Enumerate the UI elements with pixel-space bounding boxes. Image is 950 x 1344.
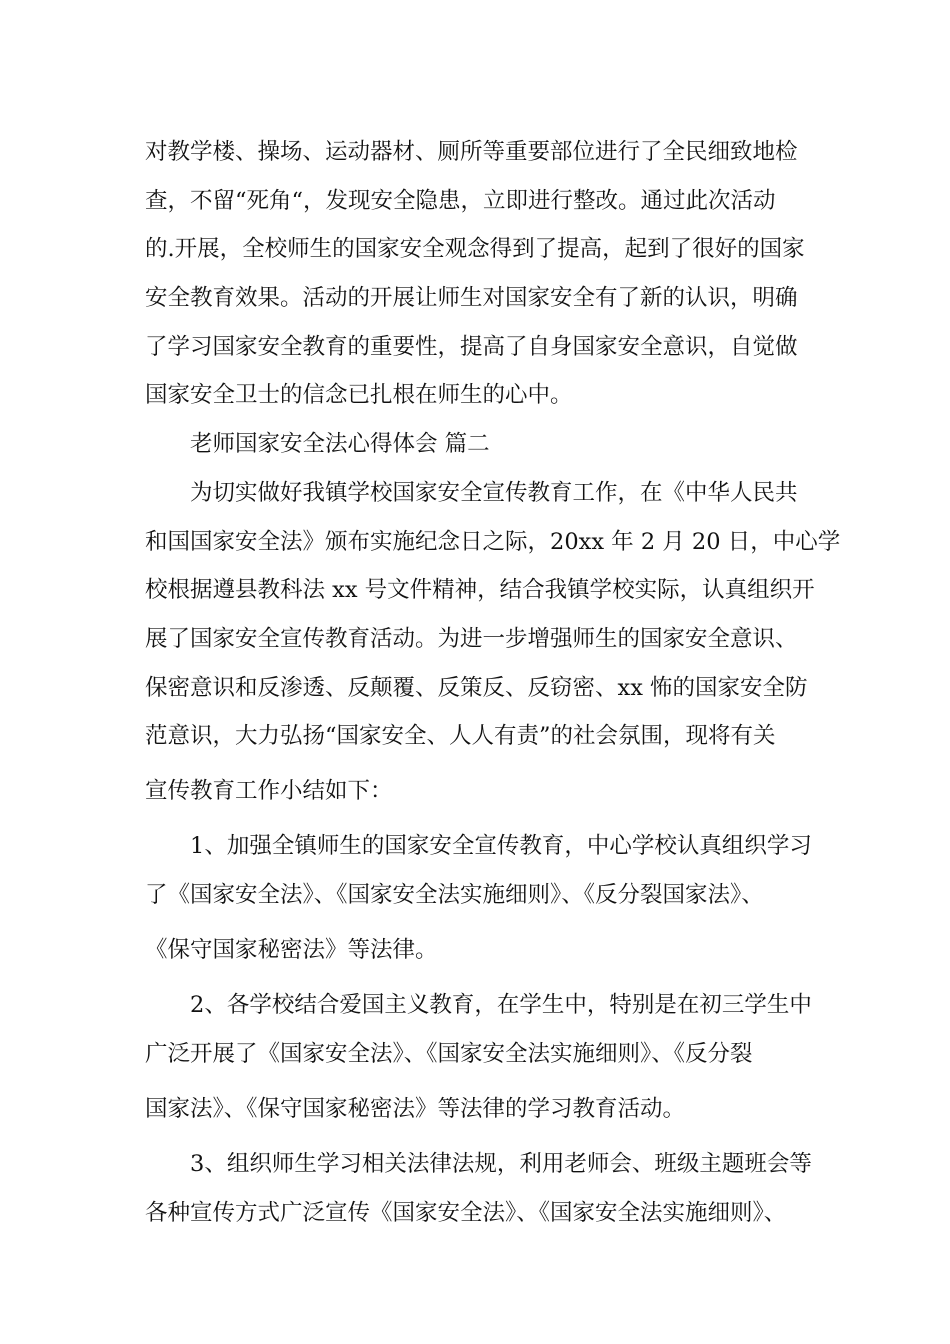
- text-line: 宣传教育工作小结如下：: [145, 777, 393, 804]
- list-item-1-line: 《保守国家秘密法》等法律。: [145, 936, 438, 963]
- list-item-2-line: 2、各学校结合爱国主义教育，在学生中，特别是在初三学生中: [190, 992, 812, 1019]
- list-item-1-line: 了《国家安全法》、《国家安全法实施细则》、《反分裂国家法》、: [145, 882, 764, 909]
- list-item-3-line: 各种宣传方式广泛宣传《国家安全法》、《国家安全法实施细则》、: [145, 1199, 787, 1226]
- text-line: 国家安全卫士的信念已扎根在师生的心中。: [145, 382, 573, 409]
- text-line: 了学习国家安全教育的重要性，提高了自身国家安全意识，自觉做: [145, 333, 798, 360]
- text-line: 为切实做好我镇学校国家安全宣传教育工作，在《中华人民共: [190, 479, 798, 506]
- text-line: 安全教育效果。活动的开展让师生对国家安全有了新的认识，明确: [145, 285, 798, 312]
- text-line: 展了国家安全宣传教育活动。为进一步增强师生的国家安全意识、: [145, 625, 798, 652]
- text-line: 的.开展，全校师生的国家安全观念得到了提高，起到了很好的国家: [145, 236, 805, 263]
- text-line: 查，不留“死角“，发现安全隐患，立即进行整改。通过此次活动: [145, 187, 776, 214]
- section-heading: 老师国家安全法心得体会 篇二: [190, 431, 490, 458]
- text-line: 对教学楼、操场、运动器材、厕所等重要部位进行了全民细致地检: [145, 139, 798, 165]
- document-body: [145, 128, 841, 1238]
- text-line: 范意识，大力弘扬“国家安全、人人有责”的社会氛围，现将有关: [145, 723, 776, 750]
- list-item-3-line: 3、组织师生学习相关法律法规，利用老师会、班级主题班会等: [190, 1151, 812, 1178]
- text-line: 和国国家安全法》颁布实施纪念日之际，20xx 年 2 月 20 日，中心学: [145, 528, 841, 555]
- list-item-2-line: 广泛开展了《国家安全法》、《国家安全法实施细则》、《反分裂: [145, 1041, 753, 1067]
- list-item-1-line: 1、加强全镇师生的国家安全宣传教育，中心学校认真组织学习: [190, 833, 812, 860]
- text-line: 校根据遵县教科法 xx 号文件精神，结合我镇学校实际，认真组织开: [145, 577, 815, 604]
- text-line: 保密意识和反渗透、反颠覆、反策反、反窃密、xx 怖的国家安全防: [145, 674, 808, 701]
- list-item-2-line: 国家法》、《保守国家秘密法》等法律的学习教育活动。: [145, 1095, 686, 1122]
